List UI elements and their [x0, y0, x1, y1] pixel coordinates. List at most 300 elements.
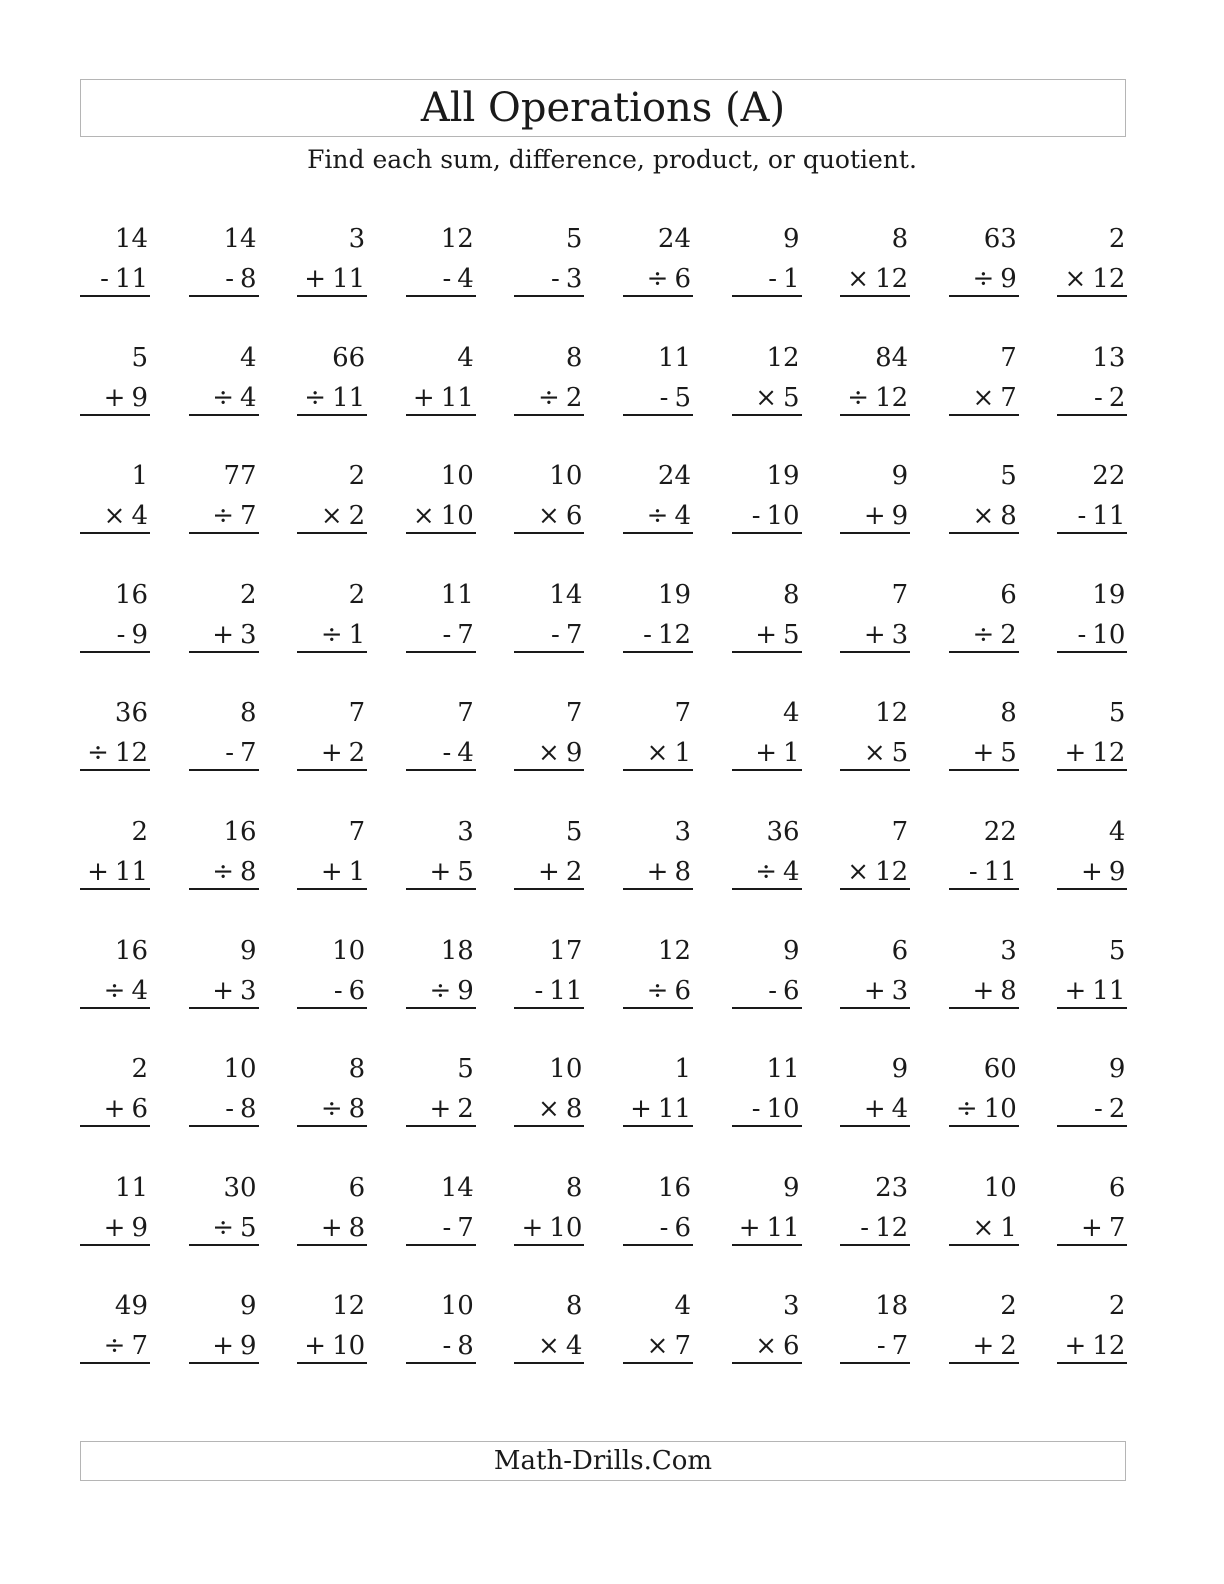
answer-line [623, 1208, 693, 1246]
operator-symbol: ÷ [320, 619, 343, 650]
top-operand: 63 [983, 224, 1017, 254]
top-operand: 23 [875, 1172, 909, 1203]
operator-symbol: - [333, 975, 343, 1006]
operator-symbol: ÷ [646, 501, 669, 532]
answer-line [623, 259, 693, 297]
operator-symbol: ÷ [847, 382, 870, 413]
bottom-operand: 7 [131, 1331, 148, 1362]
math-problem [514, 812, 584, 890]
top-operand: 1 [131, 461, 148, 492]
answer-line [840, 971, 910, 1009]
operator-symbol: + [863, 619, 886, 650]
operator-symbol: × [646, 1331, 669, 1362]
top-operand: 2 [1000, 1291, 1017, 1322]
top-operand: 12 [657, 935, 691, 966]
answer-line [297, 852, 367, 890]
operator-symbol: ÷ [320, 1094, 343, 1125]
bottom-operand: 8 [348, 1094, 366, 1125]
answer-line [949, 615, 1019, 653]
bottom-operand: 5 [783, 382, 800, 413]
answer-line [1057, 1326, 1127, 1364]
answer-line [949, 1089, 1019, 1127]
answer-line [80, 259, 150, 297]
answer-line [406, 615, 476, 653]
answer-line [80, 733, 150, 771]
math-problem [949, 338, 1019, 416]
answer-line [949, 378, 1019, 416]
operator-symbol: ÷ [972, 264, 995, 294]
answer-line [840, 1089, 910, 1127]
bottom-operand: 7 [1000, 382, 1017, 413]
math-problem [1057, 456, 1127, 534]
math-problem [189, 693, 259, 771]
top-operand: 2 [1108, 224, 1126, 254]
bottom-operand: 2 [1108, 1094, 1126, 1125]
bottom-operand: 4 [783, 856, 800, 887]
bottom-operand: 5 [240, 1212, 257, 1243]
operator-symbol: + [429, 1094, 452, 1125]
answer-line [623, 1326, 693, 1364]
bottom-operand: 3 [891, 975, 909, 1006]
bottom-operand: 8 [240, 1094, 257, 1125]
bottom-operand: 9 [457, 975, 474, 1006]
bottom-operand: 7 [1108, 1212, 1126, 1243]
answer-line [514, 496, 584, 534]
bottom-operand: 2 [565, 856, 583, 887]
answer-line [514, 733, 584, 771]
operator-symbol: - [876, 1331, 886, 1362]
math-problem [189, 812, 259, 890]
math-problem [623, 1168, 693, 1246]
top-operand: 11 [440, 579, 474, 610]
answer-line [406, 971, 476, 1009]
bottom-operand: 12 [1092, 1331, 1126, 1362]
math-problem [949, 812, 1019, 890]
answer-line [80, 852, 150, 890]
math-problem [949, 1286, 1019, 1364]
operator-symbol: + [212, 975, 235, 1006]
bottom-operand: 1 [348, 619, 366, 650]
answer-line [514, 1208, 584, 1246]
math-problem [189, 219, 259, 297]
answer-line [514, 1089, 584, 1127]
math-problem [514, 931, 584, 1009]
answer-line [297, 1326, 367, 1364]
bottom-operand: 12 [1092, 264, 1126, 294]
math-problem [297, 812, 367, 890]
bottom-operand: 10 [766, 501, 800, 532]
bottom-operand: 5 [457, 856, 474, 887]
math-problem [406, 575, 476, 653]
bottom-operand: 7 [457, 619, 474, 650]
answer-line [623, 615, 693, 653]
math-problem [840, 575, 910, 653]
operator-symbol: + [212, 619, 235, 650]
answer-line [623, 971, 693, 1009]
bottom-operand: 9 [891, 501, 909, 532]
math-problem [840, 338, 910, 416]
operator-symbol: + [103, 1094, 126, 1125]
top-operand: 9 [891, 1054, 909, 1085]
math-problem [623, 338, 693, 416]
operator-symbol: + [212, 1331, 235, 1362]
operator-symbol: + [103, 1212, 126, 1243]
math-problem [406, 1049, 476, 1127]
bottom-operand: 2 [565, 382, 583, 413]
answer-line [406, 496, 476, 534]
top-operand: 11 [766, 1054, 800, 1085]
bottom-operand: 6 [674, 975, 691, 1006]
bottom-operand: 6 [348, 975, 366, 1006]
top-operand: 4 [1108, 816, 1126, 847]
answer-line [80, 1089, 150, 1127]
top-operand: 7 [348, 698, 366, 729]
math-problem [732, 575, 802, 653]
answer-line [297, 1208, 367, 1246]
answer-line [189, 852, 259, 890]
top-operand: 14 [223, 224, 257, 254]
operator-symbol: × [972, 1212, 995, 1243]
answer-line [189, 1089, 259, 1127]
bottom-operand: 11 [1092, 975, 1126, 1006]
answer-line [949, 971, 1019, 1009]
bottom-operand: 4 [131, 501, 148, 532]
top-operand: 12 [332, 1291, 366, 1322]
operator-symbol: - [442, 738, 452, 769]
bottom-operand: 11 [766, 1212, 800, 1243]
answer-line [732, 496, 802, 534]
problem-row [80, 219, 1126, 338]
answer-line [732, 1326, 802, 1364]
operator-symbol: ÷ [212, 382, 235, 413]
operator-symbol: + [1081, 856, 1103, 887]
operator-symbol: + [972, 1331, 995, 1362]
top-operand: 36 [766, 816, 800, 847]
bottom-operand: 11 [549, 975, 583, 1006]
bottom-operand: 7 [565, 619, 583, 650]
math-problem [297, 1168, 367, 1246]
operator-symbol: + [1064, 975, 1087, 1006]
answer-line [1057, 733, 1127, 771]
top-operand: 5 [1000, 461, 1017, 492]
operator-symbol: + [863, 1094, 886, 1125]
bottom-operand: 6 [674, 264, 691, 294]
bottom-operand: 3 [891, 619, 909, 650]
operator-symbol: - [442, 264, 452, 294]
bottom-operand: 4 [457, 264, 474, 294]
top-operand: 2 [240, 579, 257, 610]
operator-symbol: ÷ [304, 382, 327, 413]
math-problem [189, 575, 259, 653]
bottom-operand: 2 [1000, 1331, 1017, 1362]
math-problem [949, 219, 1019, 297]
operator-symbol: × [863, 738, 886, 769]
bottom-operand: 8 [674, 856, 691, 887]
operator-symbol: - [1077, 501, 1087, 532]
operator-symbol: - [100, 264, 109, 294]
top-operand: 16 [114, 579, 148, 610]
bottom-operand: 6 [783, 975, 800, 1006]
top-operand: 49 [114, 1291, 148, 1322]
answer-line [840, 733, 910, 771]
bottom-operand: 9 [131, 382, 148, 413]
top-operand: 2 [131, 816, 148, 847]
bottom-operand: 9 [131, 1212, 148, 1243]
bottom-operand: 12 [114, 738, 148, 769]
bottom-operand: 10 [332, 1331, 366, 1362]
answer-line [80, 378, 150, 416]
top-operand: 3 [783, 1291, 800, 1322]
top-operand: 12 [766, 342, 800, 373]
operator-symbol: + [521, 1212, 544, 1243]
bottom-operand: 6 [131, 1094, 148, 1125]
top-operand: 18 [875, 1291, 909, 1322]
operator-symbol: + [755, 619, 778, 650]
operator-symbol: + [320, 856, 343, 887]
math-problem [840, 812, 910, 890]
math-problem [514, 575, 584, 653]
answer-line [80, 615, 150, 653]
top-operand: 8 [240, 698, 257, 729]
bottom-operand: 8 [348, 1212, 366, 1243]
math-problem [80, 1168, 150, 1246]
answer-line [514, 615, 584, 653]
operator-symbol: × [972, 501, 995, 532]
math-problem [406, 338, 476, 416]
math-problem [1057, 1286, 1127, 1364]
bottom-operand: 1 [783, 738, 800, 769]
answer-line [623, 733, 693, 771]
operator-symbol: - [1094, 382, 1103, 413]
answer-line [732, 615, 802, 653]
operator-symbol: - [1094, 1094, 1103, 1125]
math-problem [514, 1049, 584, 1127]
operator-symbol: + [1081, 1212, 1103, 1243]
bottom-operand: 10 [440, 501, 474, 532]
bottom-operand: 2 [457, 1094, 474, 1125]
top-operand: 10 [440, 461, 474, 492]
answer-line [1057, 1208, 1127, 1246]
operator-symbol: ÷ [646, 975, 669, 1006]
operator-symbol: - [768, 975, 778, 1006]
bottom-operand: 8 [1000, 501, 1017, 532]
answer-line [80, 971, 150, 1009]
operator-symbol: + [1064, 738, 1087, 769]
bottom-operand: 8 [457, 1331, 474, 1362]
operator-symbol: - [1077, 619, 1087, 650]
top-operand: 8 [348, 1054, 366, 1085]
bottom-operand: 12 [875, 856, 909, 887]
math-problem [732, 456, 802, 534]
top-operand: 7 [348, 816, 366, 847]
answer-line [840, 615, 910, 653]
answer-line [189, 496, 259, 534]
math-problem [840, 456, 910, 534]
operator-symbol: + [646, 856, 669, 887]
bottom-operand: 9 [565, 738, 583, 769]
operator-symbol: - [225, 264, 235, 294]
math-problem [406, 812, 476, 890]
top-operand: 19 [766, 461, 800, 492]
top-operand: 9 [783, 1172, 800, 1203]
problem-row [80, 456, 1126, 575]
math-problem [297, 1286, 367, 1364]
answer-line [949, 1326, 1019, 1364]
math-problem [949, 456, 1019, 534]
top-operand: 8 [565, 342, 583, 373]
math-problem [623, 1049, 693, 1127]
math-problem [1057, 219, 1127, 297]
bottom-operand: 9 [131, 619, 148, 650]
operator-symbol: × [538, 501, 560, 532]
math-problem [623, 931, 693, 1009]
bottom-operand: 10 [549, 1212, 583, 1243]
bottom-operand: 3 [240, 975, 257, 1006]
answer-line [514, 378, 584, 416]
top-operand: 2 [131, 1054, 148, 1085]
top-operand: 1 [674, 1054, 691, 1085]
operator-symbol: ÷ [972, 619, 995, 650]
answer-line [80, 1326, 150, 1364]
math-problem [732, 812, 802, 890]
top-operand: 77 [223, 461, 257, 492]
bottom-operand: 7 [240, 501, 257, 532]
bottom-operand: 7 [457, 1212, 474, 1243]
answer-line [732, 378, 802, 416]
answer-line [80, 496, 150, 534]
top-operand: 22 [1092, 461, 1126, 492]
top-operand: 12 [440, 224, 474, 254]
math-problem [406, 219, 476, 297]
math-problem [1057, 931, 1127, 1009]
math-problem [1057, 1168, 1127, 1246]
math-problem [514, 456, 584, 534]
math-problem [1057, 1049, 1127, 1127]
operator-symbol: + [538, 856, 560, 887]
top-operand: 9 [783, 224, 800, 254]
math-problem [80, 1286, 150, 1364]
operator-symbol: + [412, 382, 435, 413]
answer-line [840, 378, 910, 416]
bottom-operand: 7 [891, 1331, 909, 1362]
bottom-operand: 11 [114, 856, 148, 887]
math-problem [80, 1049, 150, 1127]
bottom-operand: 8 [1000, 975, 1017, 1006]
answer-line [297, 259, 367, 297]
operator-symbol: + [755, 738, 778, 769]
bottom-operand: 10 [766, 1094, 800, 1125]
answer-line [732, 971, 802, 1009]
instructions: Find each sum, difference, product, or quotient. [307, 145, 917, 174]
answer-line [189, 615, 259, 653]
math-problem [949, 1049, 1019, 1127]
problem-row [80, 1049, 1126, 1168]
top-operand: 3 [348, 224, 366, 254]
answer-line [623, 378, 693, 416]
operator-symbol: + [863, 501, 886, 532]
math-problem [189, 456, 259, 534]
top-operand: 6 [891, 935, 909, 966]
bottom-operand: 1 [783, 264, 800, 294]
answer-line [189, 971, 259, 1009]
answer-line [1057, 259, 1127, 297]
top-operand: 16 [657, 1172, 691, 1203]
top-operand: 8 [565, 1291, 583, 1322]
math-problem [623, 575, 693, 653]
answer-line [1057, 852, 1127, 890]
answer-line [297, 615, 367, 653]
footer-brand: Math-Drills.Com [80, 1441, 1126, 1481]
answer-line [623, 1089, 693, 1127]
math-problem [840, 219, 910, 297]
top-operand: 5 [1108, 698, 1126, 729]
operator-symbol: + [304, 264, 327, 294]
problem-row [80, 812, 1126, 931]
bottom-operand: 6 [565, 501, 583, 532]
problem-row [80, 693, 1126, 812]
top-operand: 24 [657, 461, 691, 492]
operator-symbol: ÷ [955, 1094, 978, 1125]
bottom-operand: 2 [1108, 382, 1126, 413]
bottom-operand: 12 [875, 382, 909, 413]
top-operand: 5 [1108, 935, 1126, 966]
math-problem [949, 1168, 1019, 1246]
bottom-operand: 4 [891, 1094, 909, 1125]
answer-line [189, 259, 259, 297]
bottom-operand: 5 [783, 619, 800, 650]
answer-line [406, 1089, 476, 1127]
operator-symbol: - [225, 1094, 235, 1125]
operator-symbol: + [429, 856, 452, 887]
top-operand: 4 [674, 1291, 691, 1322]
answer-line [514, 1326, 584, 1364]
operator-symbol: × [972, 382, 995, 413]
operator-symbol: - [225, 738, 235, 769]
answer-line [732, 259, 802, 297]
answer-line [949, 852, 1019, 890]
top-operand: 10 [332, 935, 366, 966]
math-problem [1057, 338, 1127, 416]
math-problem [297, 456, 367, 534]
math-problem [732, 1286, 802, 1364]
operator-symbol: ÷ [538, 382, 560, 413]
operator-symbol: + [630, 1094, 652, 1125]
worksheet-title: All Operations (A) [80, 79, 1126, 137]
top-operand: 24 [657, 224, 691, 254]
math-problem [732, 219, 802, 297]
answer-line [297, 496, 367, 534]
answer-line [732, 852, 802, 890]
answer-line [189, 1326, 259, 1364]
top-operand: 8 [565, 1172, 583, 1203]
operator-symbol: - [551, 264, 560, 294]
top-operand: 14 [440, 1172, 474, 1203]
answer-line [406, 259, 476, 297]
operator-symbol: - [442, 1212, 452, 1243]
bottom-operand: 7 [240, 738, 257, 769]
math-problem [840, 1168, 910, 1246]
top-operand: 22 [983, 816, 1017, 847]
math-problem [514, 338, 584, 416]
top-operand: 3 [674, 816, 691, 847]
answer-line [406, 1326, 476, 1364]
top-operand: 13 [1092, 342, 1126, 373]
math-problem [406, 1286, 476, 1364]
math-problem [514, 219, 584, 297]
answer-line [406, 378, 476, 416]
top-operand: 6 [1108, 1172, 1126, 1203]
bottom-operand: 11 [332, 382, 366, 413]
